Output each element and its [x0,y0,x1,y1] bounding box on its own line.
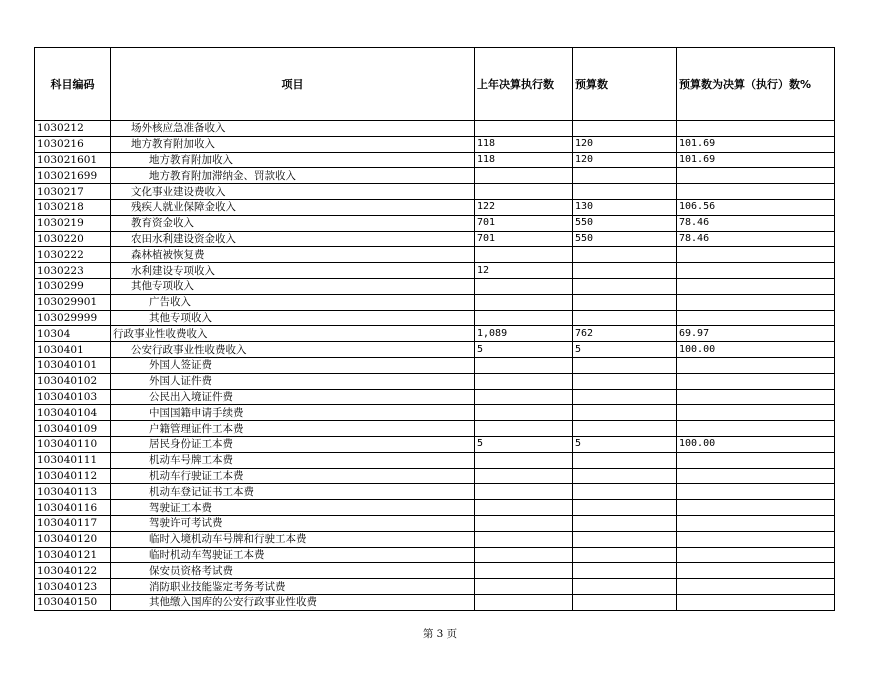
cell-code: 1030218 [35,199,111,215]
table-row [35,436,835,452]
cell-last-year: 118 [475,136,573,152]
cell-ratio [677,421,835,437]
cell-last-year [475,389,573,405]
header-code: 科目编码 [35,48,111,121]
cell-item: 地方教育附加收入 [111,152,475,168]
cell-budget [573,531,677,547]
table-row [35,389,835,405]
cell-ratio: 69.97 [677,326,835,342]
cell-ratio [677,563,835,579]
cell-budget [573,184,677,200]
cell-ratio [677,310,835,326]
cell-last-year [475,310,573,326]
cell-budget: 762 [573,326,677,342]
cell-budget: 5 [573,342,677,358]
cell-budget [573,310,677,326]
cell-last-year [475,357,573,373]
table-row [35,500,835,516]
header-budget: 预算数 [573,48,677,121]
table-row [35,231,835,247]
cell-ratio [677,579,835,595]
cell-ratio [677,357,835,373]
cell-ratio [677,389,835,405]
cell-item: 森林植被恢复费 [111,247,475,263]
cell-budget [573,452,677,468]
table-row [35,357,835,373]
cell-code: 103040109 [35,421,111,437]
table-row [35,199,835,215]
budget-table [34,47,835,611]
cell-last-year: 122 [475,199,573,215]
table-row [35,342,835,358]
cell-code: 1030401 [35,342,111,358]
cell-code: 103040112 [35,468,111,484]
cell-item: 地方教育附加收入 [111,136,475,152]
cell-item: 消防职业技能鉴定考务考试费 [111,579,475,595]
cell-ratio [677,547,835,563]
cell-budget [573,121,677,137]
cell-last-year [475,547,573,563]
cell-item: 其他专项收入 [111,278,475,294]
cell-ratio: 100.00 [677,436,835,452]
table-row [35,452,835,468]
cell-budget: 120 [573,136,677,152]
cell-item: 公民出入境证件费 [111,389,475,405]
cell-code: 103040121 [35,547,111,563]
cell-item: 文化事业建设费收入 [111,184,475,200]
table-row [35,152,835,168]
cell-item: 行政事业性收费收入 [111,326,475,342]
cell-ratio [677,278,835,294]
table-row [35,294,835,310]
table-row [35,547,835,563]
table-row [35,326,835,342]
cell-ratio [677,294,835,310]
cell-budget [573,263,677,279]
cell-budget [573,373,677,389]
cell-last-year [475,563,573,579]
cell-budget: 120 [573,152,677,168]
cell-ratio [677,373,835,389]
cell-item: 其他专项收入 [111,310,475,326]
table-row [35,263,835,279]
table-row [35,168,835,184]
cell-last-year [475,421,573,437]
cell-ratio [677,247,835,263]
cell-last-year [475,500,573,516]
page-number: 第 3 页 [422,628,458,640]
cell-budget [573,247,677,263]
cell-code: 103040120 [35,531,111,547]
cell-item: 机动车登记证书工本费 [111,484,475,500]
cell-budget: 550 [573,231,677,247]
cell-budget [573,563,677,579]
table-row [35,278,835,294]
cell-item: 中国国籍申请手续费 [111,405,475,421]
cell-last-year [475,594,573,610]
cell-budget: 550 [573,215,677,231]
cell-item: 水利建设专项收入 [111,263,475,279]
cell-item: 地方教育附加滞纳金、罚款收入 [111,168,475,184]
cell-code: 103029901 [35,294,111,310]
cell-code: 103040102 [35,373,111,389]
table-row [35,468,835,484]
cell-budget [573,468,677,484]
cell-ratio: 78.46 [677,215,835,231]
cell-budget [573,484,677,500]
cell-ratio [677,452,835,468]
cell-item: 农田水利建设资金收入 [111,231,475,247]
cell-ratio: 106.56 [677,199,835,215]
cell-item: 广告收入 [111,294,475,310]
cell-last-year [475,515,573,531]
cell-last-year [475,373,573,389]
cell-last-year: 5 [475,436,573,452]
cell-ratio: 101.69 [677,136,835,152]
cell-last-year [475,294,573,310]
cell-code: 103040123 [35,579,111,595]
cell-budget [573,168,677,184]
cell-last-year [475,184,573,200]
cell-code: 103040122 [35,563,111,579]
cell-ratio: 100.00 [677,342,835,358]
cell-last-year [475,247,573,263]
cell-ratio [677,184,835,200]
cell-budget [573,357,677,373]
cell-budget [573,515,677,531]
cell-code: 103029999 [35,310,111,326]
cell-item: 临时入境机动车号牌和行驶工本费 [111,531,475,547]
cell-item: 临时机动车驾驶证工本费 [111,547,475,563]
cell-code: 10304 [35,326,111,342]
cell-item: 外国人证件费 [111,373,475,389]
cell-last-year [475,278,573,294]
cell-budget [573,500,677,516]
table-row [35,310,835,326]
cell-last-year [475,484,573,500]
cell-item: 保安员资格考试费 [111,563,475,579]
table-row [35,136,835,152]
cell-last-year [475,121,573,137]
table-row [35,373,835,389]
cell-budget [573,294,677,310]
cell-item: 机动车号牌工本费 [111,452,475,468]
cell-last-year: 5 [475,342,573,358]
cell-last-year: 1,089 [475,326,573,342]
cell-last-year [475,579,573,595]
cell-code: 1030299 [35,278,111,294]
cell-ratio [677,594,835,610]
cell-code: 1030223 [35,263,111,279]
cell-code: 1030216 [35,136,111,152]
table-row [35,247,835,263]
cell-code: 1030212 [35,121,111,137]
table-row [35,184,835,200]
cell-code: 103040116 [35,500,111,516]
cell-item: 场外核应急准备收入 [111,121,475,137]
cell-ratio [677,121,835,137]
cell-ratio [677,405,835,421]
cell-last-year [475,452,573,468]
cell-ratio [677,484,835,500]
cell-code: 1030219 [35,215,111,231]
table-row [35,484,835,500]
cell-code: 103040104 [35,405,111,421]
cell-code: 103040150 [35,594,111,610]
cell-item: 其他缴入国库的公安行政事业性收费 [111,594,475,610]
cell-item: 公安行政事业性收费收入 [111,342,475,358]
table-body [35,121,835,611]
cell-item: 教育资金收入 [111,215,475,231]
cell-budget [573,278,677,294]
table-row [35,421,835,437]
cell-code: 1030217 [35,184,111,200]
cell-code: 1030222 [35,247,111,263]
cell-ratio [677,515,835,531]
cell-budget [573,547,677,563]
cell-last-year: 12 [475,263,573,279]
cell-code: 103040110 [35,436,111,452]
table-row [35,531,835,547]
table-row [35,515,835,531]
cell-item: 户籍管理证件工本费 [111,421,475,437]
cell-ratio: 101.69 [677,152,835,168]
cell-code: 103021699 [35,168,111,184]
cell-ratio [677,468,835,484]
cell-budget [573,594,677,610]
table-row [35,121,835,137]
cell-code: 103040103 [35,389,111,405]
cell-budget [573,389,677,405]
table-row [35,594,835,610]
cell-last-year [475,468,573,484]
table-row [35,215,835,231]
cell-item: 驾驶证工本费 [111,500,475,516]
cell-item: 外国人签证费 [111,357,475,373]
cell-last-year [475,531,573,547]
header-item: 项目 [111,48,475,121]
cell-budget: 5 [573,436,677,452]
cell-code: 103040117 [35,515,111,531]
cell-last-year: 701 [475,215,573,231]
header-last-year: 上年决算执行数 [475,48,573,121]
cell-last-year [475,168,573,184]
header-ratio: 预算数为决算（执行）数% [677,48,835,121]
cell-ratio [677,263,835,279]
cell-ratio [677,531,835,547]
cell-budget [573,405,677,421]
cell-item: 居民身份证工本费 [111,436,475,452]
cell-last-year: 118 [475,152,573,168]
cell-ratio [677,168,835,184]
cell-ratio: 78.46 [677,231,835,247]
table-header [35,48,835,121]
cell-budget [573,421,677,437]
cell-budget [573,579,677,595]
cell-code: 103021601 [35,152,111,168]
cell-item: 残疾人就业保障金收入 [111,199,475,215]
cell-code: 103040111 [35,452,111,468]
cell-code: 103040101 [35,357,111,373]
cell-code: 1030220 [35,231,111,247]
cell-last-year: 701 [475,231,573,247]
table-row [35,579,835,595]
cell-code: 103040113 [35,484,111,500]
table-row [35,405,835,421]
table-row [35,563,835,579]
cell-item: 驾驶许可考试费 [111,515,475,531]
cell-item: 机动车行驶证工本费 [111,468,475,484]
cell-ratio [677,500,835,516]
cell-last-year [475,405,573,421]
cell-budget: 130 [573,199,677,215]
